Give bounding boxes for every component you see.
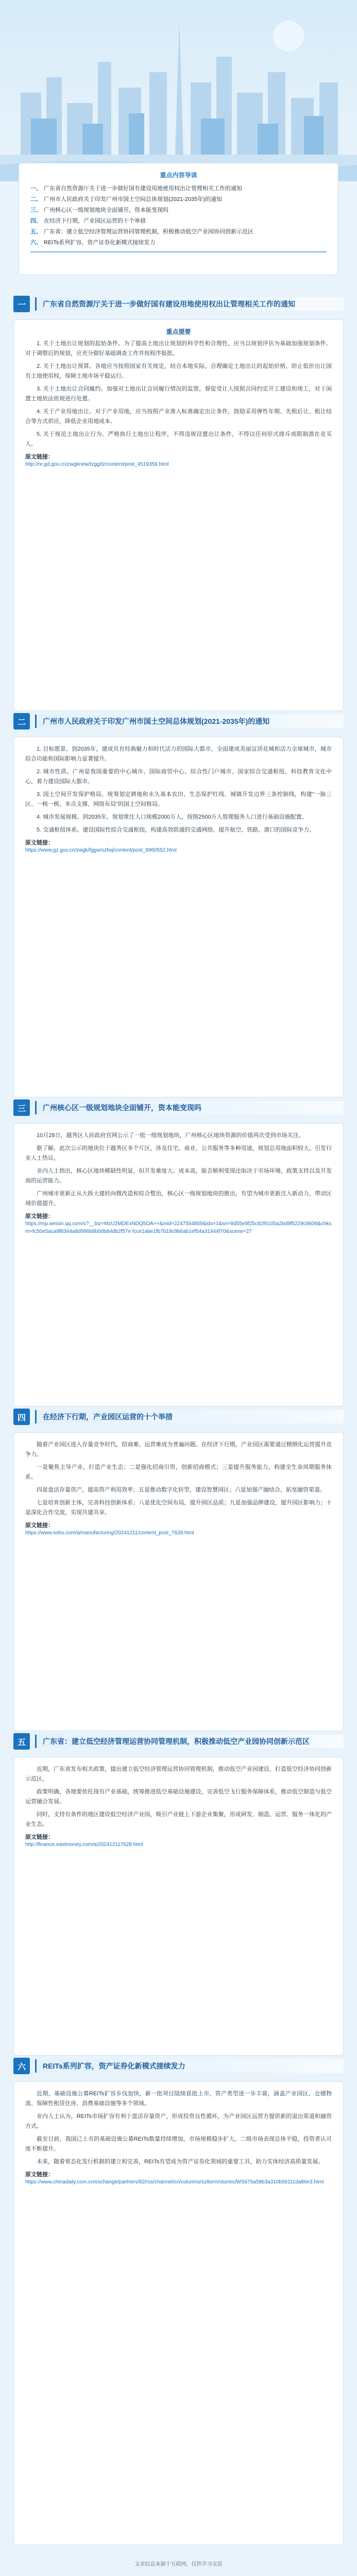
source-label: 原文链接： (25, 840, 54, 846)
article-paragraph: 5. 关于规范土地出让行为。严格执行土地出让程序，不得违规设置出让条件，不得以任何形式排斥或限制潜在竞买人。 (25, 431, 332, 447)
city-skyline-illustration (0, 0, 357, 181)
section-title: REITs系列扩容，资产证券化新模式接续发力 (35, 2059, 344, 2073)
source-link[interactable]: http://finance.eastmoney.com/a/202412117628.html (25, 1842, 143, 1848)
article-section-6 (13, 2056, 344, 2545)
section-number: 二 (13, 713, 30, 730)
contents-item[interactable]: 五、 广东省：建立低空经济管理运营协同管理机制，积极推动低空产业园协同创新示范区 (30, 229, 253, 235)
source-label: 原文链接： (25, 1522, 54, 1529)
article-paragraph: 政策明确，各地要依托现有产业基础，统筹推进低空基础设施建设，完善低空飞行服务保障体系，推动低空制造与低空运营融合发展。 (25, 1789, 332, 1805)
article-paragraph: 截至目前，我国已上市的基础设施公募REITs数量持续增加，市场规模稳步扩大，二级市场表现总体平稳，投资者认可度不断提升。 (25, 2136, 332, 2152)
contents-item[interactable]: 六、 REITs系列扩容，资产证券化新模式接续发力 (30, 240, 156, 246)
disclaimer-text: 文章信息来源于互联网，仅供学习交流 (134, 2562, 223, 2567)
article-section-2 (13, 711, 344, 1097)
source-link[interactable]: https://mp.weixin.qq.com/s?__biz=MzU2MDExNDQ5OA==&mid=2247554859&idx=1&sn=8d55e9f25c92f6105a2bd9f5229c8606&chksm=fc50e5aca9f8344a8d996b8b0db84db2f57e fcce1abe1fb7b18c9b6ab1ef54a31444f70&scene=27 (25, 1221, 332, 1234)
source-link[interactable]: https://www.sohu.com/a/manufacturing/20241211/content_post_7628.html (25, 1530, 194, 1536)
source-label: 原文链接： (25, 2172, 54, 2178)
section-number: 六 (13, 2058, 30, 2074)
section-number: 一 (13, 296, 30, 312)
article-paragraph: 据了解，此次公示的地块位于越秀区多个片区，涉及住宅、商业、公共服务等多种用途，规划总用地面积较大，引发行业人士热议。 (25, 1145, 332, 1161)
article-paragraph: 10月28日，越秀区人民政府官网公示了一批一级规划地块，广州核心区地块资源的价值再次受到市场关注。 (37, 1132, 304, 1139)
section-number: 四 (13, 1409, 30, 1425)
article-card (13, 319, 344, 711)
section-title: 广东省：建立低空经济管理运营协同管理机制，积极推动低空产业园协同创新示范区 (35, 1735, 344, 1748)
article-section-4 (13, 1406, 344, 1731)
article-paragraph: 同时，支持有条件的地区建设低空经济产业园，吸引产业链上下游企业集聚，形成研发、制造、运营、服务一体化的产业生态。 (25, 1811, 332, 1827)
section-number: 五 (13, 1733, 30, 1750)
article-card (13, 1123, 344, 1406)
section-title: 广东省自然资源厅关于进一步做好国有建设用地使用权出让管理相关工作的通知 (35, 297, 344, 311)
article-section-3 (13, 1097, 344, 1406)
hero-banner (0, 0, 357, 181)
source-label: 原文链接： (25, 1834, 54, 1840)
article-paragraph: 1. 关于土地出让规划的起始条件。为了提高土地出让规划的科学性和合理性，应当以规划评估为基础加强规划条件。对于调整后的规划，应充分做好基础调查工作并按程序报批。 (25, 341, 332, 357)
source-label: 原文链接： (25, 1213, 54, 1219)
contents-item[interactable]: 一、 广东省自然资源厅关于进一步做好国有建设用地使用权出让管理相关工作的通知 (30, 185, 242, 192)
article-paragraph: 随着产业园区进入存量竞争时代，招商难、运营难成为普遍问题。在经济下行期，产业园区需要通过精细化运营提升竞争力。 (25, 1442, 332, 1458)
contents-divider (30, 251, 327, 252)
article-paragraph: 4. 关于产业用地出让。对于产业用地，应当按照产业准入标准确定出让条件，鼓励采用弹性年期、先租后让、租让结合等方式供应，降低企业用地成本。 (25, 409, 332, 425)
source-link[interactable]: https://www.chinadaily.com.cn/exchange/partners/82/rss/channel/cn/columns/sz8srm/stories/WS675a58b3a310b59111da86e3.html (25, 2179, 324, 2185)
contents-item[interactable]: 四、 在经济下行期，产业园区运营的十个举措 (30, 218, 146, 224)
contents-card (19, 163, 338, 275)
article-paragraph: 业内人士认为，REITs市场扩容有利于盘活存量资产，形成投资良性循环，为产业园区运营方提供新的退出渠道和融资方式。 (25, 2113, 332, 2129)
article-paragraph: 七是培育创新主体，完善科技创新体系；八是优化空间布局，提升园区品质；九是加强品牌建设，提升园区影响力；十是深化合作交流，实现共建共享。 (25, 1500, 332, 1516)
source-link[interactable]: http://nr.gd.gov.cn/zwgknew/tzgg/tz/content/post_4519359.html (25, 462, 169, 467)
source-link[interactable]: https://www.gz.gov.cn/zwgk/fggw/szfwj/content/post_9960552.html (25, 848, 177, 853)
article-paragraph: 2. 关于土地出让预算。各地应当按照国家有关规定，结合本地实际，合理确定土地出让的起始价格，防止低价出让国有土地使用权，保障土地市场平稳运行。 (25, 363, 332, 379)
section-number: 三 (13, 1099, 30, 1116)
section-title: 广州核心区一级规划地块全面铺开，资本能变现吗 (35, 1101, 344, 1114)
section-title: 广州市人民政府关于印发广州市国土空间总体规划(2021-2035年)的通知 (35, 715, 344, 728)
contents-item[interactable]: 三、 广州核心区一级规划地块全面铺开，资本能变现吗 (30, 207, 168, 213)
contents-title: 重点内容导读 (160, 172, 197, 179)
section-title: 在经济下行期，产业园区运营的十个举措 (35, 1410, 344, 1423)
article-paragraph: 3. 关于土地出让合同履约。加强对土地出让合同履行情况的监管，督促受让人按照合同约定开工建设和竣工，对于闲置土地依法依规进行处置。 (25, 386, 332, 402)
article-paragraph: 5. 交通枢纽体系。建设国际性综合交通枢纽，构建高效联通的交通网络，提升航空、铁路、港口的国际竞争力。 (37, 827, 315, 833)
article-paragraph: 3. 国土空间开发保护格局。统筹划定耕地和永久基本农田、生态保护红线、城镇开发边界三条控制线，构建"一脉三区、一核一极、多点支撑、网络布局"的国土空间格局。 (25, 791, 332, 807)
article-paragraph: 1. 目标愿景。到2035年，建成具有经典魅力和时代活力的国际大都市，全面建成美丽宜居花城和活力全球城市，城市综合功能和国际影响力显著提升。 (25, 746, 332, 762)
article-card (13, 2081, 344, 2545)
article-section-5 (13, 1731, 344, 2056)
article-paragraph: 广州城市更新正从大拆大建转向微改造和综合整治，核心区一级规划地块的推出，有望为城市更新注入新动力，带动区域价值提升。 (25, 1191, 332, 1207)
article-paragraph: 近期，广东省发布相关政策，提出建立低空经济管理运营协同管理机制，推动低空产业园建设，打造低空经济协同创新示范区。 (25, 1766, 332, 1782)
article-paragraph: 4. 城市发展规模。到2035年，规划常住人口规模2000万人，按照2500万人管理服务人口进行基础设施配置。 (37, 814, 308, 820)
article-paragraph: 2. 城市性质。广州是我国重要的中心城市、国际商贸中心、综合性门户城市、国家综合交通枢纽、科技教育文化中心，着力建设国际大都市。 (25, 769, 332, 785)
article-paragraph: 四是盘活存量资产，提高资产利用效率；五是推动数字化转型，建设智慧园区；六是加强产融结合，拓宽融资渠道。 (37, 1487, 326, 1493)
contents-item[interactable]: 二、 广州市人民政府关于印发广州市国土空间总体规划(2021-2035年)的通知 (30, 196, 222, 202)
source-label: 原文链接： (25, 454, 54, 460)
article-paragraph: 近期，基础设施公募REITs扩容步伐加快，新一批项目陆续获批上市，资产类型进一步丰富，涵盖产业园区、仓储物流、保障性租赁住房、消费基础设施等多个领域。 (25, 2091, 332, 2107)
article-paragraph: 一是聚焦主导产业，打造产业生态；二是强化招商引资，创新招商模式；三是提升服务能力，构建全生命周期服务体系。 (25, 1464, 332, 1480)
article-paragraph: 未来，随着常态化发行机制的建立和完善，REITs有望成为资产证券化领域的重要工具，助力实体经济高质量发展。 (37, 2159, 324, 2165)
article-paragraph: 业内人士指出，核心区地块稀缺性明显，但开发难度大、成本高，能否顺利变现还取决于市场环境、政策支持以及开发商的运营能力。 (25, 1168, 332, 1184)
article-card (13, 1757, 344, 2056)
article-section-1 (13, 294, 344, 711)
article-card (13, 737, 344, 1097)
article-card (13, 1432, 344, 1731)
article-heading: 重点提要 (166, 328, 191, 335)
